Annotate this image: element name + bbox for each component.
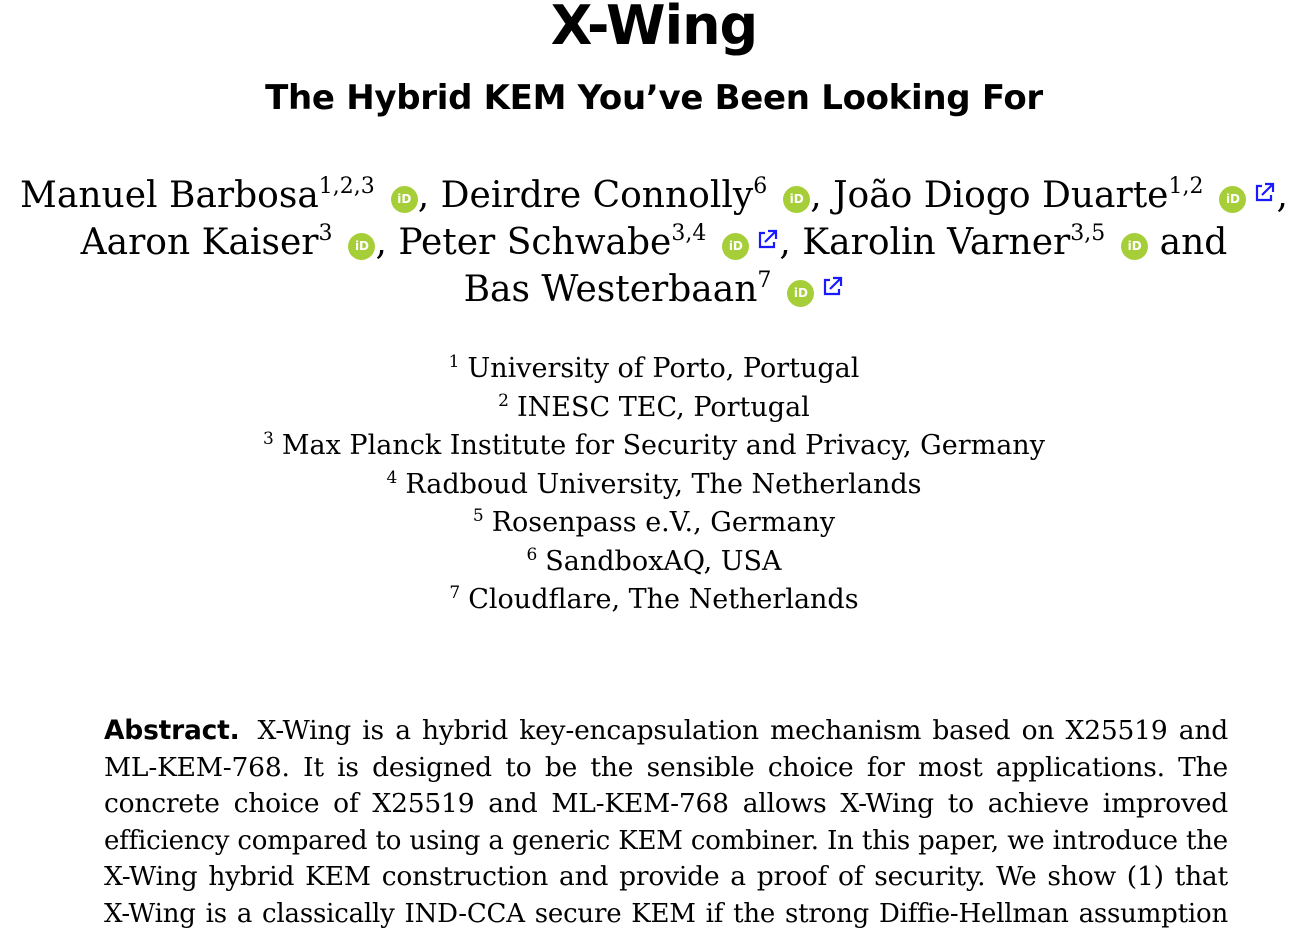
affiliation-number: 1 [448,352,460,372]
abstract-line [104,713,1228,750]
author-name: Karolin Varner [802,222,1071,263]
affiliation-list [0,350,1308,620]
author-affil-ref: 3,5 [1070,221,1106,246]
affiliation-item [0,427,1308,466]
affiliation-text: Radboud University, The Netherlands [405,468,922,500]
orcid-icon[interactable]: iD [391,186,418,213]
affiliation-text: University of Porto, Portugal [467,353,860,384]
abstract-text: X-Wing is a hybrid key-encapsulation mechanism based on X25519 and [257,715,1228,746]
abstract [104,713,1228,932]
affiliation-text: INESC TEC, Portugal [517,391,810,423]
affiliation-item [0,543,1308,582]
author-affil-ref: 3 [318,221,333,246]
orcid-icon[interactable]: iD [348,233,375,260]
abstract-line: X-Wing is a classically IND-CCA secure KEM if the strong Diffie-Hellman assumption [104,898,1228,929]
affiliation-text: SandboxAQ, USA [545,545,782,577]
author-separator: , [375,222,399,263]
affiliation-text: Max Planck Institute for Security and Privacy, Germany [281,430,1045,461]
affiliation-item [0,350,1308,389]
author-name: Peter Schwabe [398,222,672,263]
author-separator: , [1276,175,1288,216]
author-separator: , [417,175,441,216]
author-separator: , [810,175,834,216]
orcid-icon[interactable]: iD [783,186,810,213]
abstract-line: efficiency compared to using a generic KEM combiner. In this paper, we introduce the [104,825,1228,856]
author-line-2 [0,219,1308,266]
author-affil-ref: 7 [757,268,772,293]
abstract-line: concrete choice of X25519 and ML-KEM-768 allows X-Wing to achieve improved [104,788,1228,819]
affiliation-number: 6 [526,544,538,565]
orcid-icon[interactable]: iD [787,280,814,307]
author-line-1 [0,172,1308,219]
affiliation-item [0,581,1308,620]
paper-title: X-Wing [550,0,758,57]
author-name: Deirdre Connolly [440,175,754,216]
external-link-icon[interactable] [1252,181,1276,205]
affiliation-item [0,389,1308,428]
abstract-line: X-Wing hybrid KEM construction and provide a proof of security. We show (1) that [104,861,1228,892]
orcid-icon[interactable]: iD [1219,186,1246,213]
author-affil-ref: 1,2 [1168,174,1204,199]
author-name: Bas Westerbaan [463,269,758,310]
author-affil-ref: 6 [753,174,768,199]
external-link-icon[interactable] [820,275,844,299]
paper-subtitle: The Hybrid KEM You’ve Been Looking For [265,78,1043,118]
external-link-icon[interactable] [755,228,779,252]
affiliation-item [0,504,1308,543]
orcid-icon[interactable]: iD [1121,233,1148,260]
author-separator: and [1148,222,1228,263]
author-affil-ref: 3,4 [671,221,707,246]
affiliation-number: 4 [386,467,398,488]
affiliation-number: 3 [263,429,274,449]
author-affil-ref: 1,2,3 [318,174,375,199]
author-name: João Diogo Duarte [833,175,1169,216]
orcid-icon[interactable]: iD [722,233,749,260]
affiliation-number: 5 [472,506,484,526]
affiliation-text: Rosenpass e.V., Germany [491,507,836,538]
abstract-line: ML-KEM-768. It is designed to be the sensible choice for most applications. The [104,751,1228,783]
author-separator: , [779,222,803,263]
author-name: Aaron Kaiser [80,222,319,263]
affiliation-text: Cloudflare, The Netherlands [468,584,859,615]
author-line-3 [0,266,1308,313]
affiliation-number: 7 [449,583,461,603]
affiliation-item [0,466,1308,505]
affiliation-number: 2 [498,390,509,411]
author-list [0,172,1308,313]
abstract-label: Abstract. [104,715,240,746]
author-name: Manuel Barbosa [20,175,319,216]
